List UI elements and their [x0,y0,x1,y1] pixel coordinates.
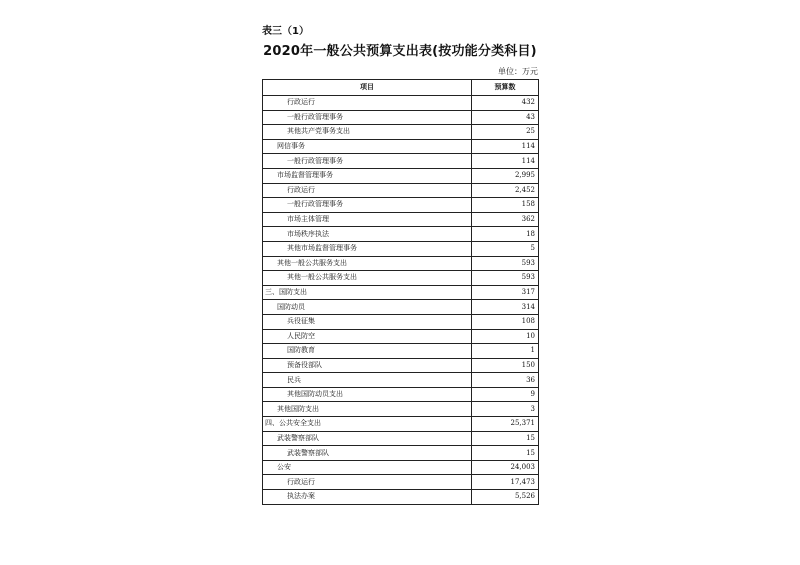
table-row [263,168,539,183]
header-amount: 预算数 [472,80,539,96]
table-row [263,344,539,359]
table-row [263,271,539,286]
row-amount: 36 [472,373,539,388]
table-caption: 表三（1） [262,26,309,37]
table-row [263,212,539,227]
table-row [263,387,539,402]
row-amount: 5,526 [472,490,539,505]
row-item-name: 武装警察部队 [263,446,472,461]
row-amount: 593 [472,256,539,271]
row-item-name: 兵役征集 [263,314,472,329]
row-amount: 2,452 [472,183,539,198]
row-item-name: 一般行政管理事务 [263,110,472,125]
row-amount: 24,003 [472,460,539,475]
row-item-name: 行政运行 [263,96,472,111]
row-amount: 362 [472,212,539,227]
table-row [263,256,539,271]
row-amount: 2,995 [472,168,539,183]
row-amount: 3 [472,402,539,417]
row-amount: 25 [472,125,539,140]
table-row [263,373,539,388]
table-row [263,285,539,300]
row-amount: 114 [472,139,539,154]
table-row [263,358,539,373]
row-amount: 5 [472,241,539,256]
row-amount: 25,371 [472,417,539,432]
row-amount: 15 [472,446,539,461]
unit-label: 单位：万元 [498,67,538,76]
table-row [263,446,539,461]
row-amount: 18 [472,227,539,242]
row-item-name: 行政运行 [263,183,472,198]
row-item-name: 其他市场监督管理事务 [263,241,472,256]
table-header-row [263,80,539,96]
row-item-name: 市场监督管理事务 [263,168,472,183]
table-row [263,490,539,505]
row-item-name: 公安 [263,460,472,475]
table-row [263,402,539,417]
row-item-name: 市场秩序执法 [263,227,472,242]
table-row [263,198,539,213]
table-row [263,329,539,344]
table-row [263,300,539,315]
row-amount: 1 [472,344,539,359]
row-item-name: 人民防空 [263,329,472,344]
table-row [263,110,539,125]
row-amount: 114 [472,154,539,169]
row-item-name: 四、公共安全支出 [263,417,472,432]
table-row [263,154,539,169]
row-item-name: 武装警察部队 [263,431,472,446]
table-row [263,241,539,256]
page-title: 2020年一般公共预算支出表(按功能分类科目) [263,44,537,59]
table-row [263,125,539,140]
table-row [263,431,539,446]
row-amount: 432 [472,96,539,111]
row-item-name: 其他国防动员支出 [263,387,472,402]
row-item-name: 市场主体管理 [263,212,472,227]
row-item-name: 其他一般公共服务支出 [263,271,472,286]
row-amount: 158 [472,198,539,213]
row-item-name: 三、国防支出 [263,285,472,300]
row-amount: 43 [472,110,539,125]
table-row [263,475,539,490]
row-item-name: 执法办案 [263,490,472,505]
table-row [263,417,539,432]
row-item-name: 网信事务 [263,139,472,154]
table-row [263,183,539,198]
table-row [263,96,539,111]
row-amount: 10 [472,329,539,344]
row-item-name: 一般行政管理事务 [263,198,472,213]
row-amount: 317 [472,285,539,300]
row-item-name: 民兵 [263,373,472,388]
row-item-name: 预备役部队 [263,358,472,373]
row-amount: 15 [472,431,539,446]
row-amount: 108 [472,314,539,329]
budget-table [262,79,539,505]
table-row [263,314,539,329]
row-amount: 593 [472,271,539,286]
row-item-name: 国防教育 [263,344,472,359]
row-amount: 9 [472,387,539,402]
row-amount: 17,473 [472,475,539,490]
row-item-name: 国防动员 [263,300,472,315]
row-item-name: 一般行政管理事务 [263,154,472,169]
row-amount: 150 [472,358,539,373]
table-row [263,139,539,154]
row-item-name: 其他一般公共服务支出 [263,256,472,271]
row-item-name: 行政运行 [263,475,472,490]
row-item-name: 其他共产党事务支出 [263,125,472,140]
table-row [263,227,539,242]
row-item-name: 其他国防支出 [263,402,472,417]
header-item: 项目 [263,80,472,96]
row-amount: 314 [472,300,539,315]
table-row [263,460,539,475]
